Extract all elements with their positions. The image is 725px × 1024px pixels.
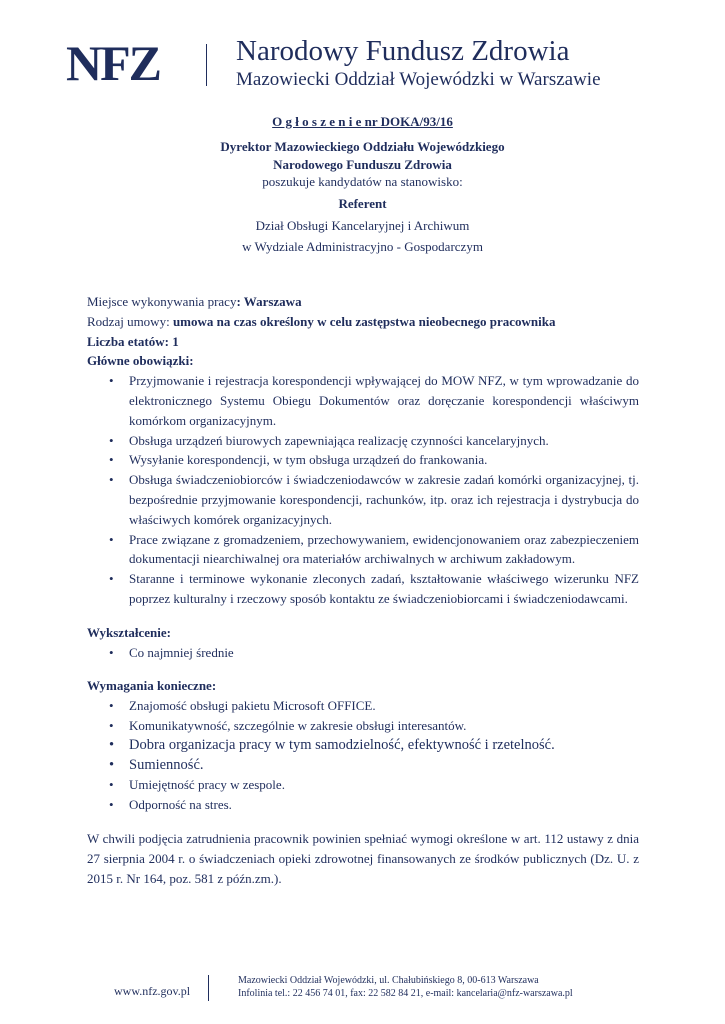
list-item: • Sumienność. — [87, 756, 639, 776]
header-divider — [206, 44, 207, 86]
list-item: • Odporność na stres. — [87, 795, 639, 815]
document-body — [87, 292, 639, 888]
spacer — [87, 609, 639, 623]
footer-contact: Infolinia tel.: 22 456 74 01, fax: 22 582 84 21, e-mail: kancelaria@nfz-warszawa.pl — [238, 988, 573, 999]
list-item: • Staranne i terminowe wykonanie zleconych zadań, kształtowanie właściwego wizerunku NFZ poprzez kulturalny i rzeczowy sposób kontaktu ze świadczeniobiorcami i świadczeniodawcami. — [87, 569, 639, 609]
spacer — [87, 815, 639, 829]
list-item: • Prace związane z gromadzeniem, przechowywaniem, ewidencjonowaniem oraz zabezpieczeniem dokumentacji niearchiwalnej ora materiałów archiwalnych w archiwum zakładowym. — [87, 530, 639, 570]
list-item: • Komunikatywność, szczególnie w zakresie obsługi interesantów. — [87, 716, 639, 736]
list-item: • Obsługa świadczeniobiorców i świadczeniodawców w zakresie zadań komórki organizacyjnej, tj. bezpośrednie przyjmowanie korespondencji, rachunków, itp. oraz ich rejestracja i dystrybucja do właściwych komórek organizacyjnych. — [87, 470, 639, 529]
spacer — [87, 662, 639, 676]
list-item: • Obsługa urządzeń biurowych zapewniająca realizację czynności kancelaryjnych. — [87, 431, 639, 451]
seeking-text: poszukuje kandydatów na stanowisko: — [262, 174, 463, 189]
director-line-1: Dyrektor Mazowieckiego Oddziału Wojewódzkiego — [220, 139, 505, 154]
work-place: Miejsce wykonywania pracy: Warszawa — [87, 294, 302, 309]
duties-list — [87, 371, 639, 609]
nfz-logo: NFZ — [66, 35, 160, 91]
director-line-2: Narodowego Funduszu Zdrowia — [273, 157, 452, 172]
positions-count: Liczba etatów: 1 — [87, 333, 179, 349]
header-subtitle: Mazowiecki Oddział Wojewódzki w Warszawie — [236, 69, 601, 90]
list-item: • Znajomość obsługi pakietu Microsoft OFFICE. — [87, 696, 639, 716]
header-title: Narodowy Fundusz Zdrowia — [236, 35, 570, 67]
department-name: Dział Obsługi Kancelaryjnej i Archiwum — [255, 218, 470, 233]
position-title: Referent — [338, 196, 387, 211]
duties-heading: Główne obowiązki: — [87, 353, 194, 369]
division-name: w Wydziale Administracyjno - Gospodarczym — [242, 239, 483, 254]
list-item: • Przyjmowanie i rejestracja korespondencji wpływającej do MOW NFZ, w tym wprowadzanie do elektronicznego Systemu Obiegu Dokumentów oraz doręczanie korespondencji właściwym komórkom organizacyjnym. — [87, 371, 639, 430]
footer-divider — [208, 975, 209, 1001]
requirements-list — [87, 696, 639, 815]
education-list — [87, 643, 639, 663]
list-item: • Co najmniej średnie — [87, 643, 639, 663]
education-heading: Wykształcenie: — [87, 624, 171, 640]
list-item: • Wysyłanie korespondencji, w tym obsługa urządzeń do frankowania. — [87, 450, 639, 470]
announcement-number: O g ł o s z e n i e nr DOKA/93/16 — [272, 114, 453, 129]
requirements-heading: Wymagania konieczne: — [87, 678, 217, 694]
list-item: • Dobra organizacja pracy w tym samodzielność, efektywność i rzetelność. — [87, 736, 639, 756]
footer-website[interactable]: www.nfz.gov.pl — [114, 984, 191, 998]
contract-type: Rodzaj umowy: umowa na czas określony w celu zastępstwa nieobecnego pracownika — [87, 313, 556, 329]
closing-paragraph: W chwili podjęcia zatrudnienia pracownik powinien spełniać wymogi określone w art. 112 ustawy z dnia 27 sierpnia 2004 r. o świadczeniach opieki zdrowotnej finansowanych ze środków publicznych (Dz. U. z 2015 r. Nr 164, poz. 581 z późn.zm.). — [87, 830, 639, 886]
footer-address: Mazowiecki Oddział Wojewódzki, ul. Chałubińskiego 8, 00-613 Warszawa — [238, 975, 539, 986]
list-item: • Umiejętność pracy w zespole. — [87, 775, 639, 795]
